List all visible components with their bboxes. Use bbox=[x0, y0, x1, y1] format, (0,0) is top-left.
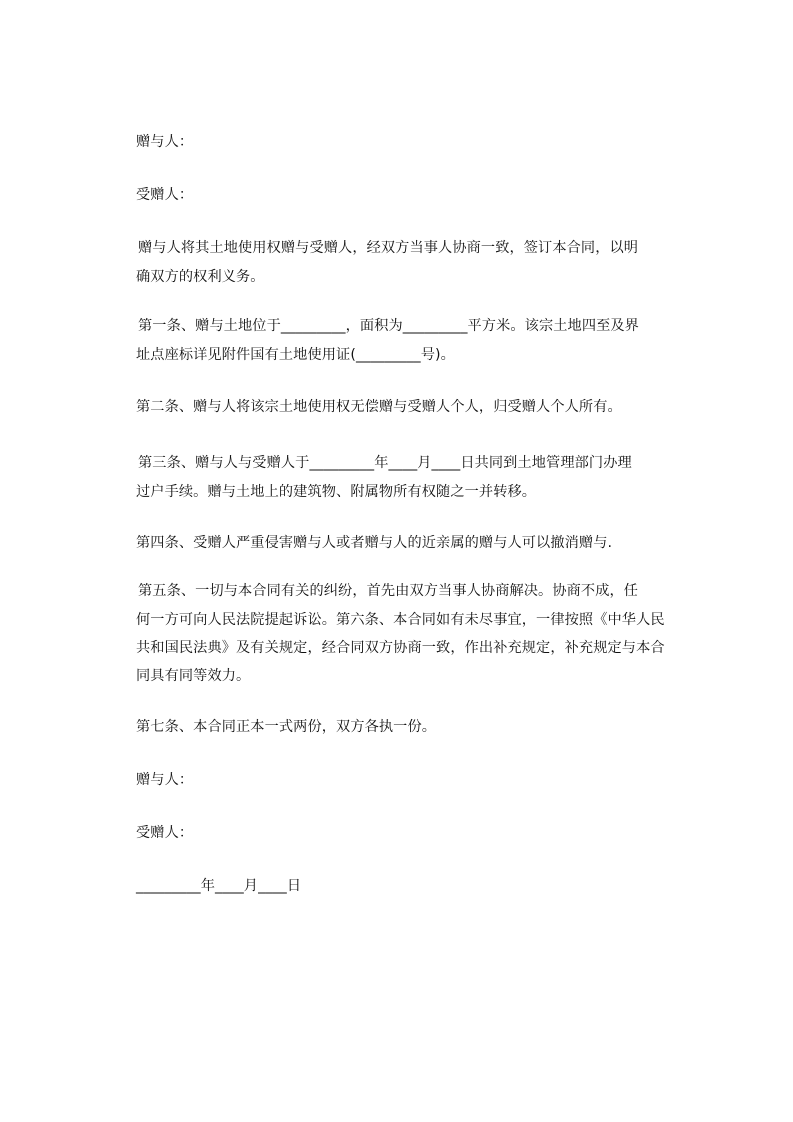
article-2: 第二条、赠与人将该宗土地使用权无偿赠与受赠人个人，归受赠人个人所有。 bbox=[136, 399, 622, 415]
header-donor-label: 赠与人： bbox=[136, 134, 194, 150]
article-7: 第七条、本合同正本一式两份，双方各执一份。 bbox=[136, 719, 437, 735]
article-1-line-2: 址点座标详见附件国有土地使用证(_________号)。 bbox=[136, 347, 455, 363]
header-recipient-label: 受赠人： bbox=[136, 187, 194, 203]
article-5-line-2: 何一方可向人民法院提起诉讼。第六条、本合同如有未尽事宜，一律按照《中华人民 bbox=[136, 612, 665, 628]
article-5-line-3: 共和国民法典》及有关规定，经合同双方协商一致，作出补充规定，补充规定与本合 bbox=[136, 640, 665, 656]
article-3-line-2: 过户手续。赠与土地上的建筑物、附属物所有权随之一并转移。 bbox=[136, 484, 537, 500]
footer-recipient-label: 受赠人： bbox=[136, 825, 194, 841]
preamble-line-1: 赠与人将其土地使用权赠与受赠人，经双方当事人协商一致，签订本合同，以明 bbox=[138, 240, 639, 256]
footer-donor-label: 赠与人： bbox=[136, 772, 194, 788]
footer-date-line: _________年____月____日 bbox=[136, 878, 302, 894]
preamble-line-2: 确双方的权利义务。 bbox=[136, 269, 265, 285]
article-1-line-1: 第一条、赠与土地位于_________，面积为_________平方米。该宗土地四至及界 bbox=[138, 318, 639, 334]
article-5-line-1: 第五条、一切与本合同有关的纠纷，首先由双方当事人协商解决。协商不成，任 bbox=[138, 583, 639, 599]
article-3-line-1: 第三条、赠与人与受赠人于_________年____月____日共同到土地管理部门办理 bbox=[138, 455, 632, 471]
article-5-line-4: 同具有同等效力。 bbox=[136, 668, 251, 684]
article-4: 第四条、受赠人严重侵害赠与人或者赠与人的近亲属的赠与人可以撤消赠与. bbox=[136, 535, 613, 551]
